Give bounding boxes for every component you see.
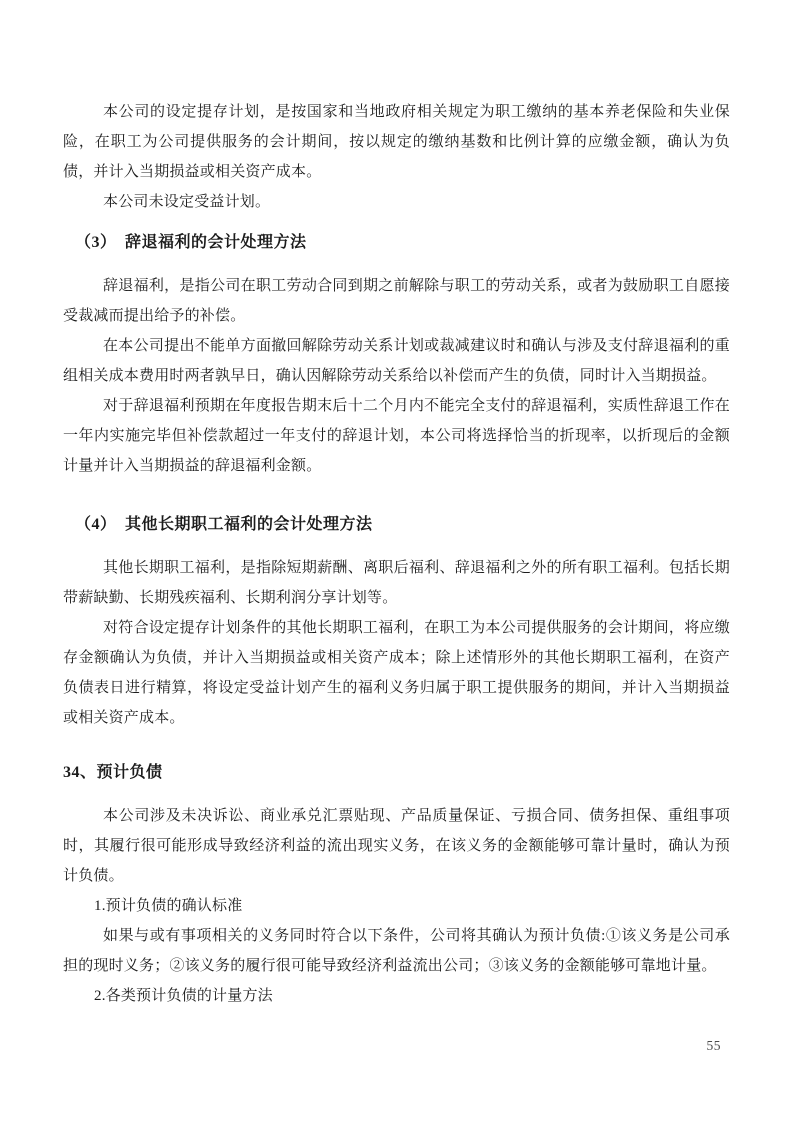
numbered-item-measurement-methods: 2.各类预计负债的计量方法 (94, 988, 273, 1004)
heading-termination-benefits: （3） 辞退福利的会计处理方法 (75, 234, 307, 251)
paragraph-other-long-term-benefits-treatment: 对符合设定提存计划条件的其他长期职工福利，在职工为本公司提供服务的会计期间，将应缴存金额确认为负债，并计入当期损益或相关资产成本；除上述情形外的其他长期职工福利，在资产负债表日进行精算，将设定受益计划产生的福利义务归属于职工提供服务的期间，并计入当期损益或相关资产成本。 (63, 620, 730, 726)
paragraph-termination-benefits-discounting: 对于辞退福利预期在年度报告期末后十二个月内不能完全支付的辞退福利，实质性辞退工作在一年内实施完毕但补偿款超过一年支付的辞退计划，本公司将选择恰当的折现率，以折现后的金额计量并计入当期损益的辞退福利金额。 (63, 398, 730, 474)
paragraph-termination-benefits-definition: 辞退福利，是指公司在职工劳动合同到期之前解除与职工的劳动关系，或者为鼓励职工自愿接受裁减而提出给予的补偿。 (63, 278, 730, 324)
paragraph-recognition-conditions: 如果与或有事项相关的义务同时符合以下条件，公司将其确认为预计负债:①该义务是公司承担的现时义务；②该义务的履行很可能导致经济利益流出公司；③该义务的金额能够可靠地计量。 (63, 928, 730, 974)
heading-other-long-term-benefits: （4） 其他长期职工福利的会计处理方法 (75, 516, 373, 533)
numbered-item-recognition-criteria: 1.预计负债的确认标准 (94, 898, 243, 914)
paragraph-defined-contribution-plan: 本公司的设定提存计划，是按国家和当地政府相关规定为职工缴纳的基本养老保险和失业保险，在职工为公司提供服务的会计期间，按以规定的缴纳基数和比例计算的应缴金额，确认为负债，并计入当期损益或相关资产成本。 (63, 104, 730, 180)
paragraph-no-defined-benefit-plan: 本公司未设定受益计划。 (103, 194, 271, 210)
paragraph-termination-benefits-recognition: 在本公司提出不能单方面撤回解除劳动关系计划或裁减建议时和确认与涉及支付辞退福利的重组相关成本费用时两者孰早日，确认因解除劳动关系给以补偿而产生的负债，同时计入当期损益。 (63, 338, 730, 384)
paragraph-other-long-term-benefits-definition: 其他长期职工福利，是指除短期薪酬、离职后福利、辞退福利之外的所有职工福利。包括长期带薪缺勤、长期残疾福利、长期利润分享计划等。 (63, 560, 730, 606)
paragraph-estimated-liabilities-scope: 本公司涉及未决诉讼、商业承兑汇票贴现、产品质量保证、亏损合同、债务担保、重组事项时，其履行很可能形成导致经济利益的流出现实义务，在该义务的金额能够可靠计量时，确认为预计负债。 (63, 808, 730, 884)
heading-estimated-liabilities: 34、预计负债 (63, 764, 163, 781)
page-number-label: 55 (706, 1038, 721, 1053)
document-content (63, 97, 730, 1011)
